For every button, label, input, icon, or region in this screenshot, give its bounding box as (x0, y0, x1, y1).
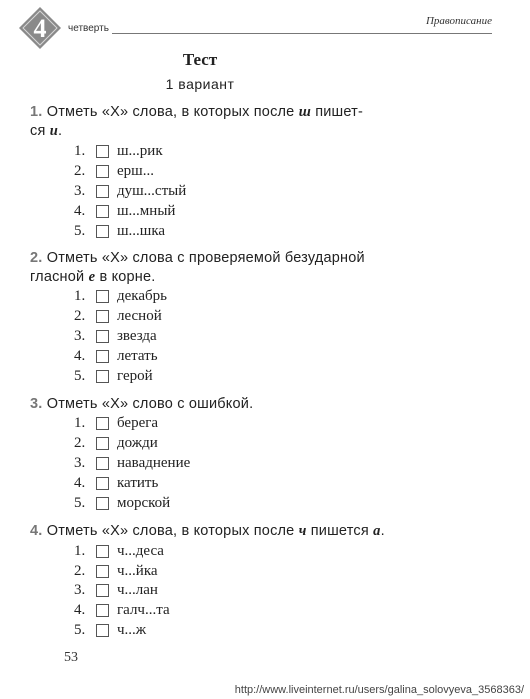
answer-checkbox[interactable] (96, 497, 109, 510)
task-4-heading (30, 522, 482, 541)
option-word: морской (117, 494, 171, 511)
option-word: берега (117, 414, 159, 431)
option-number: 1. (74, 287, 86, 304)
answer-option (74, 580, 158, 600)
task-letter: ш (298, 104, 311, 120)
option-word: ч...ж (117, 621, 147, 638)
task-text: Отметь «Х» слово с ошибкой. (46, 396, 254, 412)
section-title: Правописание (425, 15, 492, 27)
task-text: Отметь «Х» слова, в которых после (46, 104, 295, 120)
answer-option (74, 413, 158, 433)
answer-checkbox[interactable] (96, 205, 109, 218)
answer-checkbox[interactable] (96, 604, 109, 617)
option-number: 4. (74, 601, 86, 618)
answer-checkbox[interactable] (96, 310, 109, 323)
option-word: летать (117, 347, 158, 364)
option-number: 5. (74, 367, 86, 384)
answer-checkbox[interactable] (96, 185, 109, 198)
answer-option (74, 201, 175, 221)
answer-checkbox[interactable] (96, 624, 109, 637)
option-word: звезда (117, 327, 157, 344)
option-number: 2. (74, 434, 86, 451)
answer-option (74, 541, 164, 561)
answer-option (74, 161, 154, 181)
answer-checkbox[interactable] (96, 477, 109, 490)
answer-option (74, 221, 165, 241)
answer-checkbox[interactable] (96, 417, 109, 430)
option-word: ч...йка (117, 562, 158, 579)
option-word: декабрь (117, 287, 167, 304)
option-number: 4. (74, 202, 86, 219)
task-text: . (380, 523, 385, 539)
answer-checkbox[interactable] (96, 565, 109, 578)
task-letter: е (88, 269, 96, 285)
task-number: 2. (30, 250, 43, 266)
answer-option (74, 433, 158, 453)
option-word: наваднение (117, 454, 191, 471)
answer-checkbox[interactable] (96, 290, 109, 303)
answer-option (74, 366, 153, 386)
option-word: герой (117, 367, 153, 384)
answer-checkbox[interactable] (96, 165, 109, 178)
option-word: ш...мный (117, 202, 176, 219)
option-word: ерш... (117, 162, 154, 179)
answer-checkbox[interactable] (96, 225, 109, 238)
option-number: 1. (74, 142, 86, 159)
answer-checkbox[interactable] (96, 330, 109, 343)
answer-option (74, 600, 170, 620)
task-1-heading (30, 103, 482, 141)
answer-checkbox[interactable] (96, 437, 109, 450)
option-number: 1. (74, 542, 86, 559)
answer-checkbox[interactable] (96, 145, 109, 158)
option-word: ш...рик (117, 142, 163, 159)
answer-option (74, 561, 158, 581)
answer-option (74, 326, 157, 346)
task-text: . (58, 123, 63, 139)
option-number: 3. (74, 454, 86, 471)
task-text: Отметь «Х» слова, в которых после (46, 523, 295, 539)
option-number: 1. (74, 414, 86, 431)
task-text: пишется (310, 523, 369, 539)
option-word: лесной (117, 307, 162, 324)
option-number: 5. (74, 222, 86, 239)
task-letter: и (49, 123, 59, 139)
option-word: ш...шка (117, 222, 166, 239)
option-number: 3. (74, 327, 86, 344)
answer-option (74, 181, 186, 201)
answer-checkbox[interactable] (96, 457, 109, 470)
source-url: http://www.liveinternet.ru/users/galina_solovyeva_3568363/ (234, 684, 524, 696)
task-2-heading (30, 249, 482, 287)
option-number: 3. (74, 581, 86, 598)
answer-option (74, 453, 190, 473)
task-text: Отметь «Х» слова с проверяемой безударной (46, 250, 365, 266)
option-number: 3. (74, 182, 86, 199)
option-number: 5. (74, 621, 86, 638)
option-number: 2. (74, 162, 86, 179)
task-text: в корне. (99, 269, 156, 285)
task-letter: а (373, 523, 381, 539)
answer-option (74, 346, 158, 366)
answer-option (74, 286, 167, 306)
answer-checkbox[interactable] (96, 370, 109, 383)
task-letter: ч (298, 523, 307, 539)
variant-label: 1 вариант (165, 76, 235, 92)
page-number: 53 (64, 650, 78, 665)
option-number: 2. (74, 307, 86, 324)
task-number: 3. (30, 396, 43, 412)
option-word: катить (117, 474, 159, 491)
task-text: пишет- (315, 104, 364, 120)
option-word: ч...деса (117, 542, 164, 559)
quarter-number: 4 (33, 14, 47, 43)
task-number: 4. (30, 523, 43, 539)
option-word: ч...лан (117, 581, 158, 598)
answer-option (74, 306, 162, 326)
quarter-badge-icon (18, 6, 62, 50)
option-word: дожди (117, 434, 158, 451)
task-number: 1. (30, 104, 43, 120)
answer-option (74, 493, 170, 513)
task-3-heading (30, 395, 482, 414)
option-word: галч...та (117, 601, 170, 618)
option-number: 4. (74, 347, 86, 364)
answer-option (74, 141, 163, 161)
answer-checkbox[interactable] (96, 545, 109, 558)
answer-option (74, 620, 146, 640)
option-number: 5. (74, 494, 86, 511)
option-number: 4. (74, 474, 86, 491)
task-text: гласной (30, 269, 85, 285)
header-divider (112, 33, 492, 34)
answer-checkbox[interactable] (96, 350, 109, 363)
option-word: душ...стый (117, 182, 187, 199)
task-text: ся (30, 123, 46, 139)
page-title: Тест (182, 50, 218, 69)
option-number: 2. (74, 562, 86, 579)
quarter-label: четверть (68, 23, 109, 34)
answer-checkbox[interactable] (96, 584, 109, 597)
answer-option (74, 473, 158, 493)
